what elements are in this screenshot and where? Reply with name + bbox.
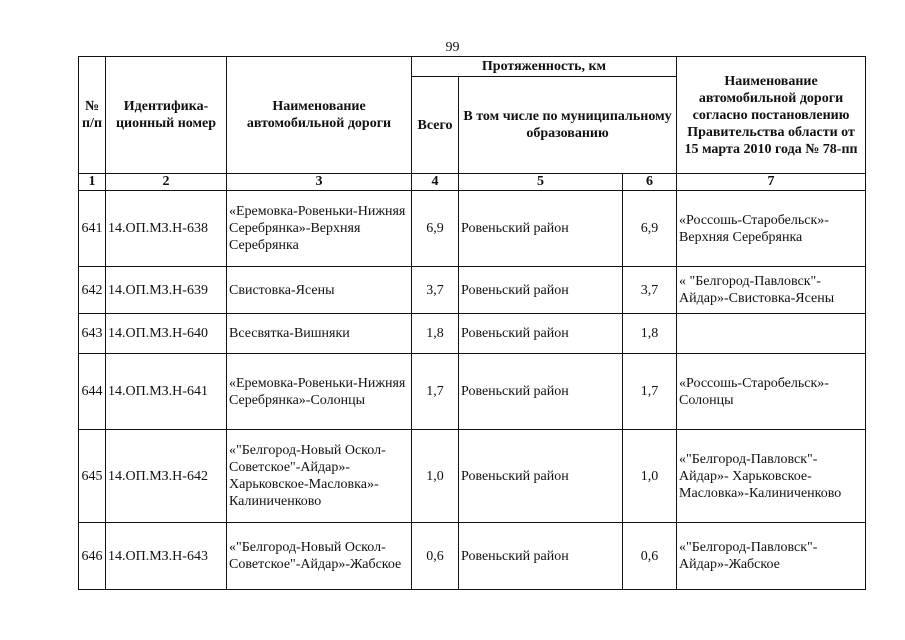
row-decree-name: «"Белгород-Павловск"-Айдар»-Жабское [677,523,866,590]
row-decree-name: «Россошь-Старобельск»-Верхняя Серебрянка [677,191,866,267]
table-row [79,523,866,590]
row-no: 642 [79,267,106,314]
row-road-name: Свистовка-Ясены [227,267,412,314]
row-id: 14.ОП.МЗ.Н-640 [106,314,227,354]
row-district-km: 3,7 [623,267,677,314]
column-number: 3 [227,174,412,191]
row-district-km: 1,0 [623,430,677,523]
row-district-km: 1,7 [623,354,677,430]
row-road-name: «Еремовка-Ровеньки-Нижняя Серебрянка»-Солонцы [227,354,412,430]
roads-table [78,56,866,590]
table-row [79,354,866,430]
row-district-km: 0,6 [623,523,677,590]
column-number: 2 [106,174,227,191]
table-row [79,267,866,314]
row-no: 646 [79,523,106,590]
header-length-group: Протяженность, км [412,57,677,77]
row-district: Ровеньский район [459,523,623,590]
row-road-name: «"Белгород-Новый Оскол-Советское"-Айдар»-Харьковское-Масловка»-Калиниченково [227,430,412,523]
row-no: 643 [79,314,106,354]
header-municipal: В том числе по муниципальному образованию [459,77,677,174]
row-district: Ровеньский район [459,314,623,354]
row-district-km: 1,8 [623,314,677,354]
column-number: 4 [412,174,459,191]
table-row [79,191,866,267]
row-total-km: 6,9 [412,191,459,267]
row-district-km: 6,9 [623,191,677,267]
table-row [79,314,866,354]
row-total-km: 0,6 [412,523,459,590]
row-total-km: 3,7 [412,267,459,314]
row-decree-name [677,314,866,354]
row-id: 14.ОП.МЗ.Н-642 [106,430,227,523]
row-district: Ровеньский район [459,267,623,314]
table-row [79,430,866,523]
row-road-name: Всесвятка-Вишняки [227,314,412,354]
header-id: Идентифика-ционный номер [106,57,227,174]
column-number: 5 [459,174,623,191]
row-decree-name: «"Белгород-Павловск"-Айдар»- Харьковское-Масловка»-Калиниченково [677,430,866,523]
row-id: 14.ОП.МЗ.Н-643 [106,523,227,590]
column-number: 1 [79,174,106,191]
row-no: 645 [79,430,106,523]
row-id: 14.ОП.МЗ.Н-641 [106,354,227,430]
row-road-name: «Еремовка-Ровеньки-Нижняя Серебрянка»-Верхняя Серебрянка [227,191,412,267]
row-district: Ровеньский район [459,354,623,430]
column-number: 6 [623,174,677,191]
row-road-name: «"Белгород-Новый Оскол-Советское"-Айдар»-Жабское [227,523,412,590]
header-decree-name: Наименование автомобильной дороги согласно постановлению Правительства области от 15 марта 2010 года № 78-пп [677,57,866,174]
page-number: 99 [445,40,460,55]
row-total-km: 1,7 [412,354,459,430]
row-decree-name: « "Белгород-Павловск"-Айдар»-Свистовка-Ясены [677,267,866,314]
column-number: 7 [677,174,866,191]
row-no: 641 [79,191,106,267]
row-id: 14.ОП.МЗ.Н-638 [106,191,227,267]
row-district: Ровеньский район [459,430,623,523]
row-decree-name: «Россошь-Старобельск»-Солонцы [677,354,866,430]
row-total-km: 1,0 [412,430,459,523]
header-name: Наименование автомобильной дороги [227,57,412,174]
row-district: Ровеньский район [459,191,623,267]
row-id: 14.ОП.МЗ.Н-639 [106,267,227,314]
row-total-km: 1,8 [412,314,459,354]
header-total: Всего [412,77,459,174]
header-no: № п/п [79,57,106,174]
row-no: 644 [79,354,106,430]
